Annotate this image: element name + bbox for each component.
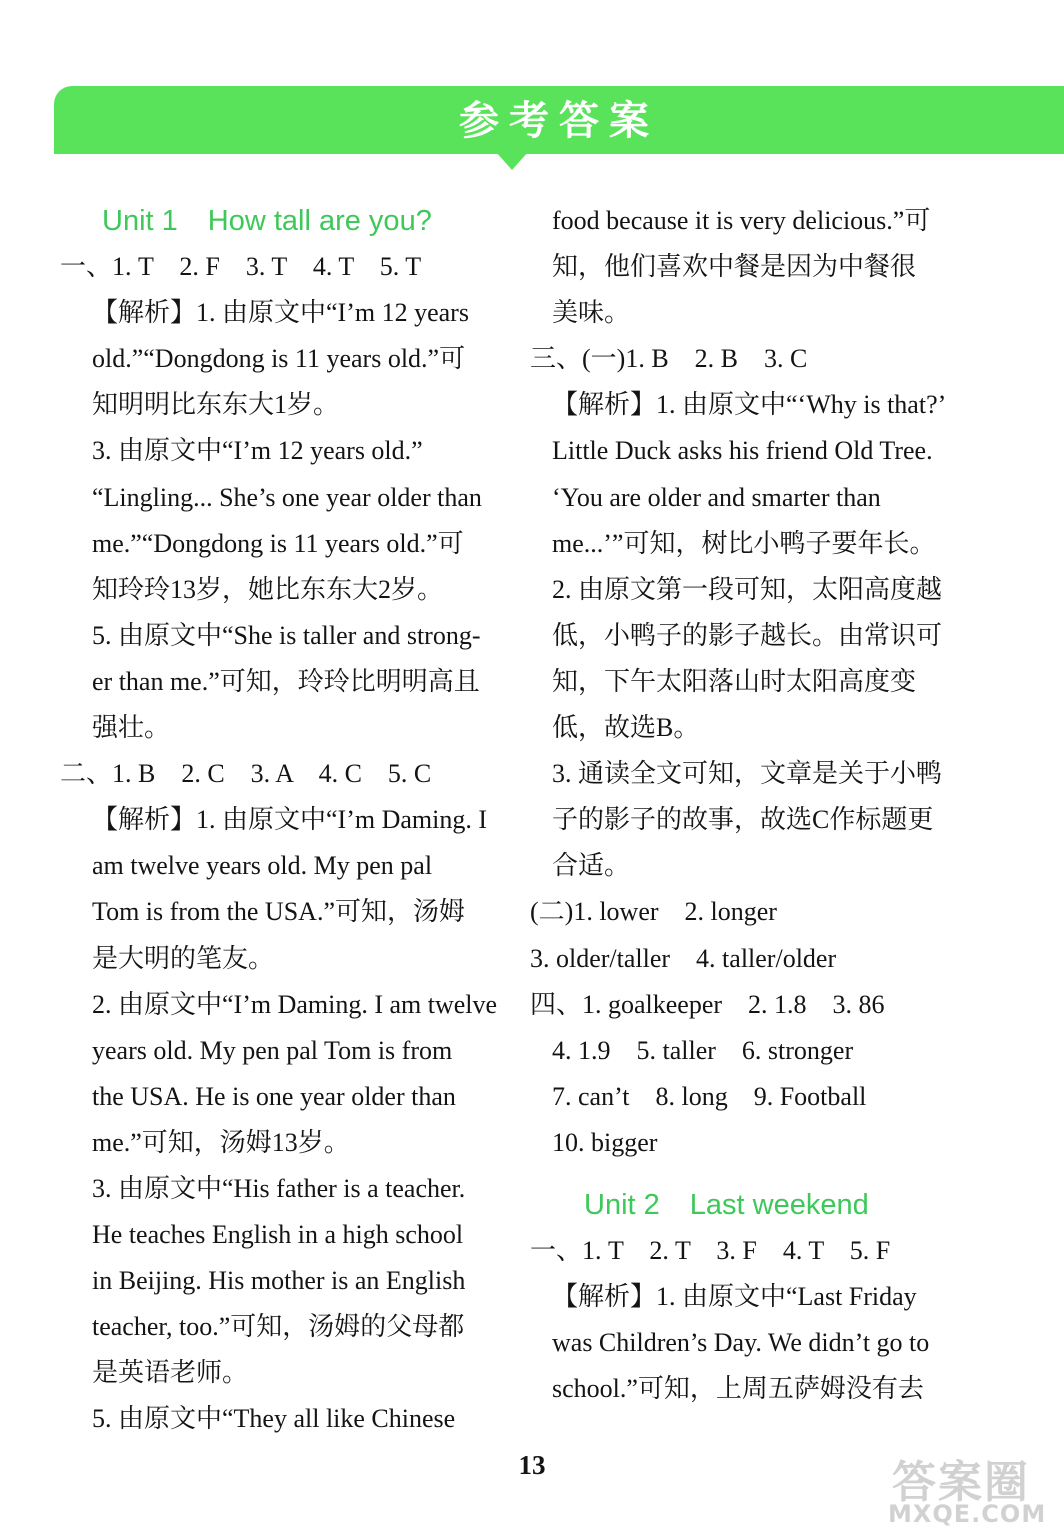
- banner-notch: [496, 152, 528, 170]
- answer-line: 4. 1.9 5. taller 6. stronger: [552, 1035, 854, 1065]
- answer-line: in Beijing. His mother is an English: [92, 1266, 466, 1296]
- answer-line: Little Duck asks his friend Old Tree.: [552, 436, 933, 466]
- unit-1-title: How tall are you?: [207, 205, 432, 237]
- answer-line: Tom is from the USA.”可知，汤姆: [92, 897, 465, 927]
- answer-line: 是大明的笔友。: [92, 943, 275, 973]
- answer-line: “Lingling... She’s one year older than: [92, 482, 482, 512]
- answer-line: old.”“Dongdong is 11 years old.”可: [92, 344, 466, 374]
- answer-line: 3. older/taller 4. taller/older: [530, 943, 837, 973]
- banner-title: 参考答案: [459, 98, 659, 144]
- answer-line: 5. 由原文中“They all like Chinese: [92, 1404, 456, 1434]
- answer-line: years old. My pen pal Tom is from: [92, 1035, 453, 1065]
- answer-line: 知，下午太阳落山时太阳高度变: [552, 666, 917, 696]
- answer-line: 低，故选B。: [552, 713, 700, 743]
- answer-line: ‘You are older and smarter than: [552, 482, 881, 512]
- unit-1-label: Unit 1: [102, 205, 178, 237]
- answer-line: me...’”可知，树比小鸭子要年长。: [552, 528, 936, 558]
- answer-line: 2. 由原文第一段可知，太阳高度越: [552, 574, 943, 604]
- watermark-text: 答案圈: [892, 1457, 1030, 1508]
- answer-line: 10. bigger: [552, 1127, 658, 1157]
- answer-line: 子的影子的故事，故选C作标题更: [552, 805, 934, 835]
- unit-2-title: Last weekend: [689, 1188, 869, 1221]
- answer-line: 是英语老师。: [92, 1358, 249, 1388]
- answer-line: 【解析】1. 由原文中“I’m 12 years: [92, 298, 469, 328]
- watermark-domain: MXQE.COM: [888, 1500, 1047, 1528]
- unit-2-heading: [530, 1182, 960, 1228]
- answer-line: me.”“Dongdong is 11 years old.”可: [92, 528, 464, 558]
- unit-1-heading: [60, 198, 500, 244]
- answer-line: school.”可知，上周五萨姆没有去: [552, 1374, 924, 1404]
- section-gap: [530, 1166, 960, 1182]
- answer-key-banner: [54, 86, 1064, 154]
- answer-line: 【解析】1. 由原文中“I’m Daming. I: [92, 805, 488, 835]
- answer-line: 知玲玲13岁，她比东东大2岁。: [92, 574, 444, 604]
- answer-line: 知，他们喜欢中餐是因为中餐很: [552, 252, 917, 282]
- answer-line: 7. can’t 8. long 9. Football: [552, 1081, 867, 1111]
- answer-line: 2. 由原文中“I’m Daming. I am twelve: [92, 989, 498, 1019]
- answer-line: 二、1. B 2. C 3. A 4. C 5. C: [60, 759, 432, 789]
- answer-line: 低，小鸭子的影子越长。由常识可: [552, 620, 943, 650]
- answer-line: er than me.”可知，玲玲比明明高且: [92, 666, 480, 696]
- answer-line: 强壮。: [92, 713, 171, 743]
- answer-line: 3. 由原文中“His father is a teacher.: [92, 1173, 466, 1203]
- answer-line: He teaches English in a high school: [92, 1220, 464, 1250]
- answer-line: 【解析】1. 由原文中“‘Why is that?’: [552, 390, 947, 420]
- answer-line: the USA. He is one year older than: [92, 1081, 456, 1111]
- answer-line: was Children’s Day. We didn’t go to: [552, 1328, 930, 1358]
- answer-line: 一、1. T 2. F 3. T 4. T 5. T: [60, 252, 422, 282]
- unit-2-label: Unit 2: [584, 1188, 660, 1221]
- answer-line: 3. 由原文中“I’m 12 years old.”: [92, 436, 423, 466]
- answer-line: 四、1. goalkeeper 2. 1.8 3. 86: [530, 989, 885, 1019]
- left-column: [60, 198, 500, 1443]
- answer-line: me.”可知，汤姆13岁。: [92, 1127, 350, 1157]
- answer-line: 美味。: [552, 298, 631, 328]
- answer-line: teacher, too.”可知，汤姆的父母都: [92, 1312, 465, 1342]
- answer-line: 5. 由原文中“She is taller and strong-: [92, 620, 481, 650]
- answer-line: (二)1. lower 2. longer: [530, 897, 777, 927]
- answer-line: 【解析】1. 由原文中“Last Friday: [552, 1282, 917, 1312]
- right-column: [530, 198, 960, 1412]
- answer-line: am twelve years old. My pen pal: [92, 851, 433, 881]
- page-number: 13: [518, 1450, 546, 1480]
- answer-line: 三、(一)1. B 2. B 3. C: [530, 344, 808, 374]
- answer-line: 知明明比东东大1岁。: [92, 390, 340, 420]
- answer-line: 合适。: [552, 851, 631, 881]
- answer-line: 3. 通读全文可知，文章是关于小鸭: [552, 759, 943, 789]
- answer-line: 一、1. T 2. T 3. F 4. T 5. F: [530, 1236, 891, 1266]
- answer-line: food because it is very delicious.”可: [552, 206, 931, 235]
- watermark-logo: [884, 1446, 1060, 1530]
